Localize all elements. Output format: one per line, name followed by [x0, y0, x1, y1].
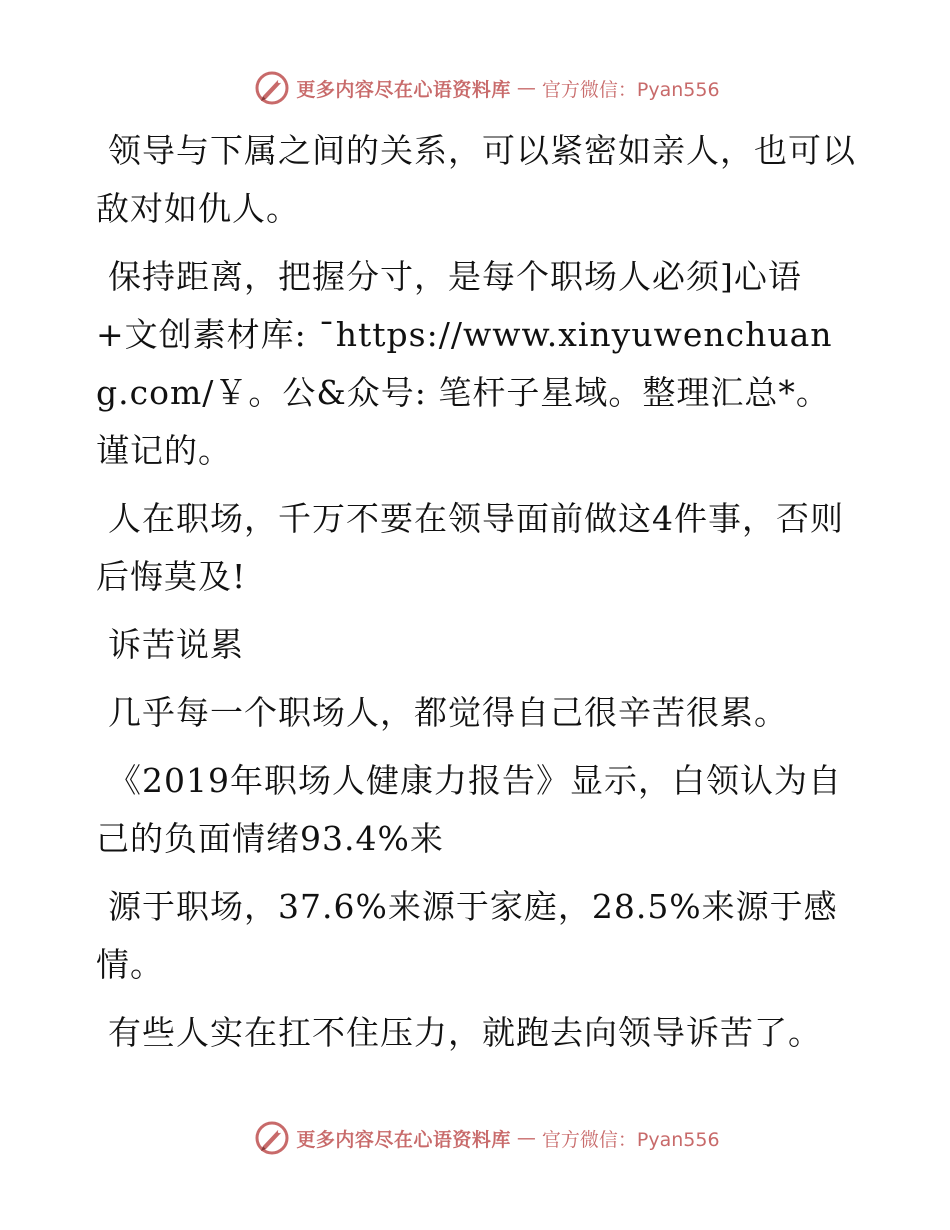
paragraph-4-text: 几乎每一个职场人，都觉得自己很辛苦很累。	[108, 693, 788, 732]
paragraph-7-text: 有些人实在扛不住压力，就跑去向领导诉苦了。	[108, 1013, 822, 1052]
paragraph-2	[96, 248, 856, 480]
paragraph-6	[96, 878, 856, 994]
pen-logo-icon	[254, 70, 290, 106]
footer-banner-contact: 官方微信：Pyan556	[541, 1128, 720, 1151]
header-banner	[0, 70, 950, 106]
pen-logo-icon	[254, 1120, 290, 1156]
paragraph-4	[96, 684, 856, 742]
document-body	[96, 122, 856, 1072]
section-heading-text: 诉苦说累	[108, 625, 244, 664]
paragraph-2-text: 保持距离，把握分寸，是每个职场人必须]心语+文创素材库: ¯https://www.xinyuwenchuang.com/￥。公&众号: 笔杆子星域。整理汇总*。谨记的。	[96, 257, 833, 470]
footer-banner-inner	[254, 1120, 719, 1156]
header-banner-inner	[254, 70, 719, 106]
paragraph-1-text: 领导与下属之间的关系，可以紧密如亲人，也可以敌对如仇人。	[96, 131, 856, 228]
header-banner-contact: 官方微信：Pyan556	[541, 78, 720, 101]
paragraph-3	[96, 490, 856, 606]
paragraph-1	[96, 122, 856, 238]
footer-banner	[0, 1120, 950, 1156]
paragraph-7	[96, 1004, 856, 1062]
header-banner-dash: —	[516, 77, 536, 99]
paragraph-6-text: 源于职场，37.6%来源于家庭，28.5%来源于感情。	[96, 887, 838, 984]
paragraph-5	[96, 752, 856, 868]
footer-banner-brand: 更多内容尽在心语资料库	[296, 1128, 511, 1151]
paragraph-5-text: 《2019年职场人健康力报告》显示，白领认为自己的负面情绪93.4%来	[96, 761, 842, 858]
footer-banner-dash: —	[516, 1127, 536, 1149]
header-banner-brand: 更多内容尽在心语资料库	[296, 78, 511, 101]
section-heading	[96, 616, 856, 674]
paragraph-3-text: 人在职场，千万不要在领导面前做这4件事，否则后悔莫及!	[96, 499, 844, 596]
